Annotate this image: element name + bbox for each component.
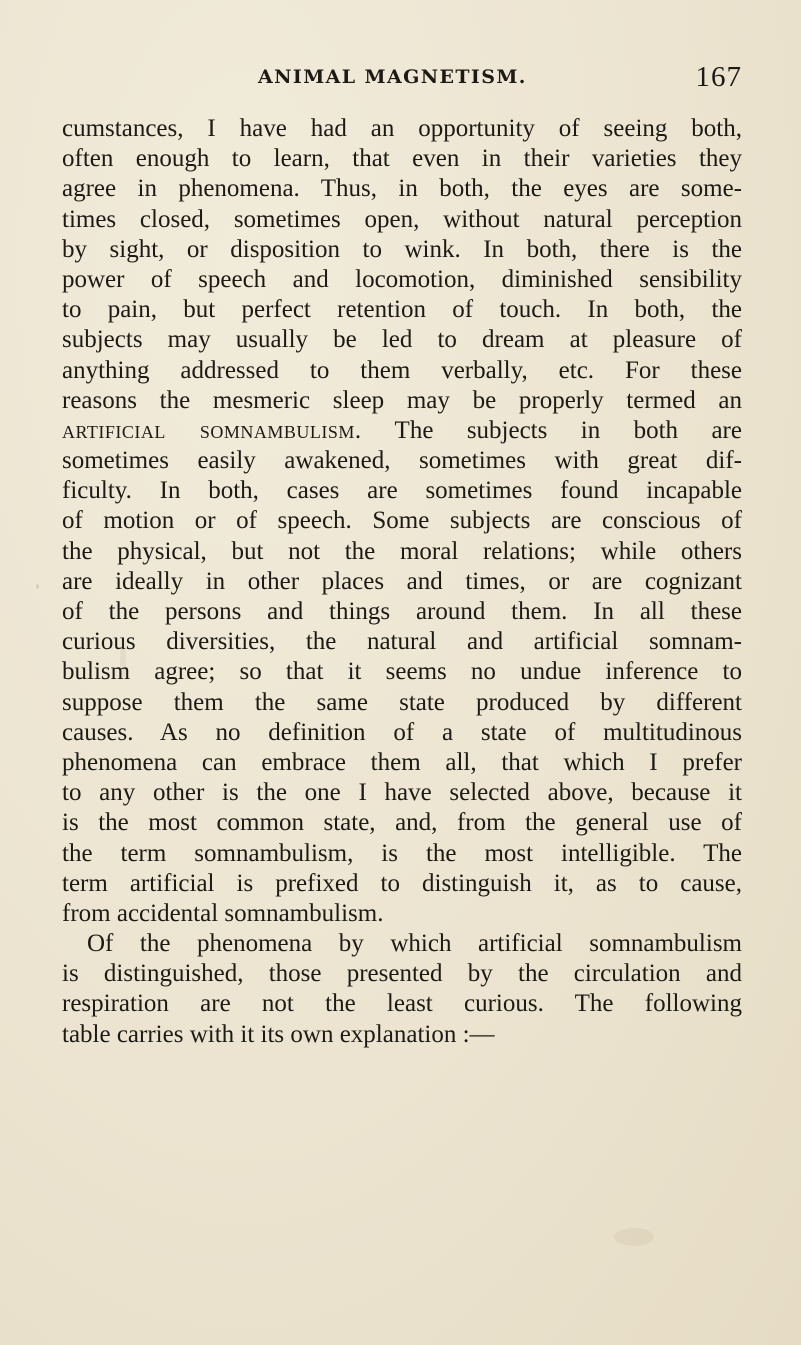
text-line: is distinguished, those presented by the circulation and: [62, 960, 742, 988]
text-line: the physical, but not the moral relations; while others: [62, 537, 742, 565]
paragraph-start-line: Of the phenomena by which artificial somnambulism: [87, 930, 742, 958]
text-line: agree in phenomena. Thus, in both, the eyes are some-: [62, 175, 742, 203]
text-line-continuation: The subjects in both are: [361, 416, 742, 444]
text-line: power of speech and locomotion, diminished sensibility: [62, 265, 742, 293]
small-caps-term: artificial somnambulism.: [62, 416, 362, 444]
text-line: the term somnambulism, is the most intelligible. The: [62, 839, 742, 867]
text-line: cumstances, I have had an opportunity of seeing both,: [62, 115, 742, 142]
body-text: [62, 114, 742, 1050]
text-line: by sight, or disposition to wink. In both, there is the: [62, 235, 742, 263]
text-line: reasons the mesmeric sleep may be properly termed an: [62, 386, 742, 414]
text-line: is the most common state, and, from the general use of: [62, 809, 742, 837]
paragraph-end-line: table carries with it its own explanation :—: [62, 1020, 495, 1048]
running-title: ANIMAL MAGNETISM.: [258, 66, 527, 88]
text-line: sometimes easily awakened, sometimes with great dif-: [62, 447, 742, 475]
text-line: subjects may usually be led to dream at pleasure of: [62, 326, 742, 354]
text-line: often enough to learn, that even in their varieties they: [62, 145, 742, 173]
paper-speck: [120, 640, 126, 680]
text-line: curious diversities, the natural and artificial somnam-: [62, 628, 742, 656]
running-head: [62, 62, 742, 94]
text-line: ficulty. In both, cases are sometimes found incapable: [62, 477, 742, 505]
text-line: bulism agree; so that it seems no undue inference to: [62, 658, 742, 686]
text-line: times closed, sometimes open, without natural perception: [62, 205, 742, 233]
text-line-with-small-caps: [62, 416, 742, 446]
paper-speck: [36, 584, 39, 589]
text-line: to pain, but perfect retention of touch. In both, the: [62, 296, 742, 324]
text-line: of the persons and things around them. In all these: [62, 598, 742, 625]
text-line: phenomena can embrace them all, that which I prefer: [62, 748, 742, 776]
text-line: are ideally in other places and times, or are cognizant: [62, 567, 742, 595]
text-line: causes. As no definition of a state of multitudinous: [62, 718, 742, 746]
text-line: respiration are not the least curious. The following: [62, 990, 742, 1018]
page-number: 167: [695, 61, 742, 93]
text-line: suppose them the same state produced by different: [62, 688, 742, 716]
text-line: term artificial is prefixed to distinguish it, as to cause,: [62, 869, 742, 897]
paragraph-end-line: from accidental somnambulism.: [62, 899, 384, 927]
text-line: of motion or of speech. Some subjects are conscious of: [62, 507, 742, 535]
paper-speck: [614, 1228, 654, 1246]
text-line: to any other is the one I have selected above, because it: [62, 779, 742, 807]
text-line: anything addressed to them verbally, etc. For these: [62, 356, 742, 384]
